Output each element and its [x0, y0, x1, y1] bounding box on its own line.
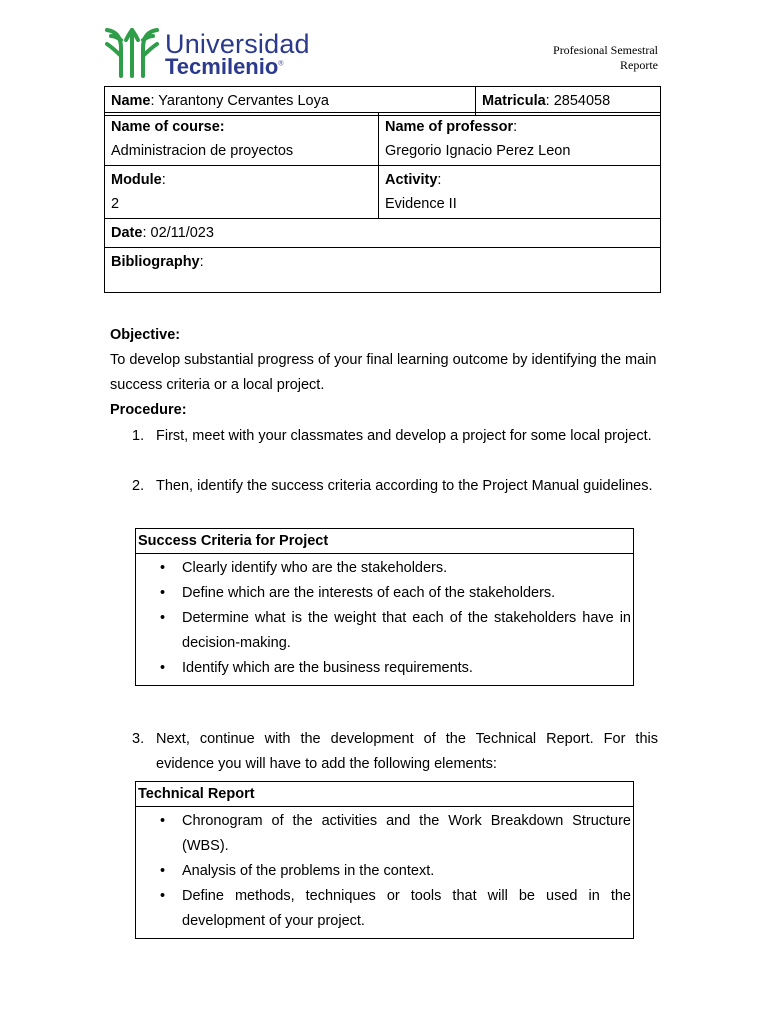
- list-item: • Analysis of the problems in the context.: [160, 863, 435, 879]
- procedure-step-2: 2. Then, identify the success criteria according to the Project Manual guidelines.: [132, 478, 653, 494]
- objective-title: Objective:: [110, 327, 181, 343]
- success-criteria-box: [135, 528, 634, 686]
- doc-type-line2: Reporte: [620, 58, 658, 72]
- document-type: [553, 43, 658, 73]
- procedure-step-3: 3. Next, continue with the development of the Technical Report. For this evidence you will have to add the following elements:: [132, 731, 658, 772]
- logo-text-universidad: Universidad: [165, 29, 310, 59]
- bibliography-cell: Bibliography:: [105, 248, 661, 293]
- logo-text-tecmilenio: Tecmilenio®: [165, 54, 284, 79]
- procedure-title: Procedure:: [110, 402, 187, 418]
- doc-type-line1: Profesional Semestral: [553, 43, 658, 57]
- tecmilenio-leaf-icon: [105, 26, 159, 78]
- list-item: • Chronogram of the activities and the Work Breakdown Structure (WBS).: [160, 813, 631, 854]
- activity-cell: Activity: Evidence II: [379, 166, 661, 219]
- name-cell: Name: Yarantony Cervantes Loya: [105, 87, 476, 116]
- objective-text: To develop substantial progress of your final learning outcome by identifying the main success criteria or a local project.: [110, 352, 657, 393]
- list-item: • Identify which are the business requirements.: [160, 660, 473, 676]
- list-item: • Define methods, techniques or tools that will be used in the development of your project.: [160, 888, 631, 929]
- professor-cell: Name of professor: Gregorio Ignacio Perez Leon: [379, 113, 661, 166]
- university-logo: [105, 26, 315, 80]
- list-item: • Define which are the interests of each of the stakeholders.: [160, 585, 556, 601]
- course-info-table: [104, 112, 661, 293]
- list-item: • Clearly identify who are the stakeholders.: [160, 560, 448, 576]
- matricula-cell: Matricula: 2854058: [476, 87, 661, 116]
- date-cell: Date: 02/11/023: [105, 219, 661, 248]
- course-cell: Name of course: Administracion de proyectos: [105, 113, 379, 166]
- list-item: • Determine what is the weight that each of the stakeholders have in decision-making.: [160, 610, 631, 651]
- module-cell: Module: 2: [105, 166, 379, 219]
- technical-report-box: [135, 781, 634, 939]
- procedure-step-1: 1. First, meet with your classmates and develop a project for some local project.: [132, 428, 652, 444]
- technical-report-title: Technical Report: [136, 782, 633, 807]
- success-criteria-title: Success Criteria for Project: [136, 529, 633, 554]
- objective-section: [110, 323, 658, 398]
